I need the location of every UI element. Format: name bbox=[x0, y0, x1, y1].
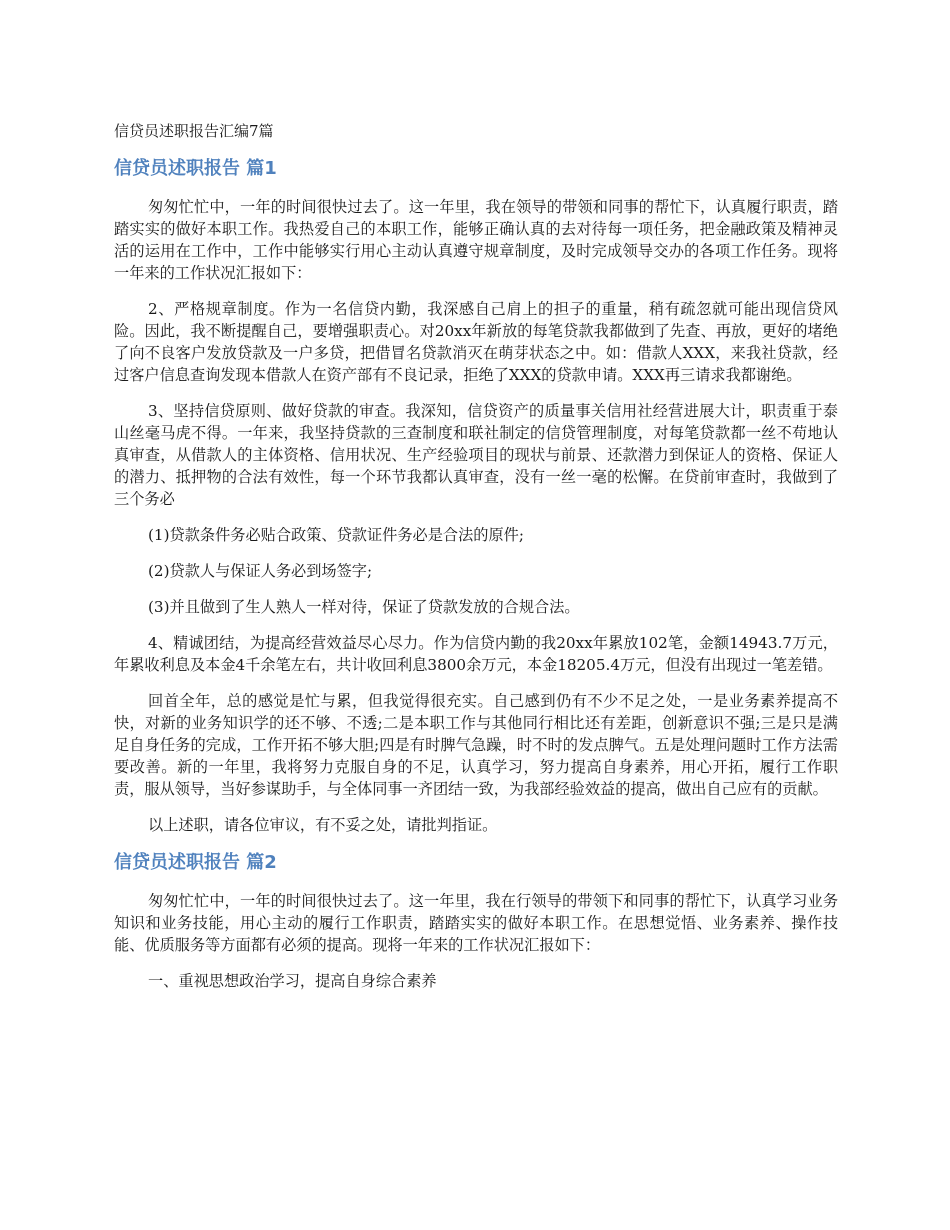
section-heading: 信贷员述职报告 篇1 bbox=[114, 158, 277, 179]
paragraph: 以上述职，请各位审议，有不妥之处，请批判指证。 bbox=[148, 816, 498, 834]
section-heading: 信贷员述职报告 篇2 bbox=[114, 852, 277, 873]
paragraph: 回首全年，总的感觉是忙与累，但我觉得很充实。自己感到仍有不少不足之处，一是业务素养提高不快，对新的业务知识学的还不够、不透;二是本职工作与其他同行相比还有差距，创新意识不强;三是只是满足自身任务的完成，工作开拓不够大胆;四是有时脾气急躁，时不时的发点脾气。五是处理问题时工作方法需要改善。新的一年里，我将努力克服自身的不足，认真学习，努力提高自身素养，用心开拓，履行工作职责，服从领导，当好参谋助手，与全体同事一齐团结一致，为我部经验效益的提高，做出自己应有的贡献。 bbox=[114, 692, 838, 798]
paragraph: 2、严格规章制度。作为一名信贷内勤，我深感自己肩上的担子的重量，稍有疏忽就可能出现信贷风险。因此，我不断提醒自己，要增强职责心。对20xx年新放的每笔贷款我都做到了先查、再放，更好的堵绝了向不良客户发放贷款及一户多贷，把借冒名贷款消灭在萌芽状态之中。如：借款人XXX，来我社贷款，经过客户信息查询发现本借款人在资产部有不良记录，拒绝了XXX的贷款申请。XXX再三请求我都谢绝。 bbox=[114, 300, 838, 384]
paragraph: 一、重视思想政治学习，提高自身综合素养 bbox=[148, 972, 437, 990]
list-item: (2)贷款人与保证人务必到场签字; bbox=[148, 562, 373, 580]
section-1 bbox=[114, 156, 838, 836]
list-item: (3)并且做到了生人熟人一样对待，保证了贷款发放的合规合法。 bbox=[148, 598, 580, 616]
section-2 bbox=[114, 850, 838, 992]
paragraph: 3、坚持信贷原则、做好贷款的审查。我深知，信贷资产的质量事关信用社经营进展大计，职责重于泰山丝毫马虎不得。一年来，我坚持贷款的三查制度和联社制定的信贷管理制度，对每笔贷款都一丝不苟地认真审查，从借款人的主体资格、信用状况、生产经验项目的现状与前景、还款潜力到保证人的资格、保证人的潜力、抵押物的合法有效性，每一个环节我都认真审查，没有一丝一毫的松懈。在贷前审查时，我做到了三个务必 bbox=[114, 402, 838, 508]
paragraph: 4、精诚团结，为提高经营效益尽心尽力。作为信贷内勤的我20xx年累放102笔，金额14943.7万元，年累收利息及本金4千余笔左右，共计收回利息3800余万元，本金18205.4万元，但没有出现过一笔差错。 bbox=[114, 634, 838, 674]
paragraph: 匆匆忙忙中，一年的时间很快过去了。这一年里，我在领导的带领和同事的帮忙下，认真履行职责，踏踏实实的做好本职工作。我热爱自己的本职工作，能够正确认真的去对待每一项任务，把金融政策及精神灵活的运用在工作中，工作中能够实行用心主动认真遵守规章制度，及时完成领导交办的各项工作任务。现将一年来的工作状况汇报如下： bbox=[114, 198, 838, 282]
paragraph: 匆匆忙忙中，一年的时间很快过去了。这一年里，我在行领导的带领下和同事的帮忙下，认真学习业务知识和业务技能，用心主动的履行工作职责，踏踏实实的做好本职工作。在思想觉悟、业务素养、操作技能、优质服务等方面都有必须的提高。现将一年来的工作状况汇报如下： bbox=[114, 892, 838, 954]
list-item: (1)贷款条件务必贴合政策、贷款证件务必是合法的原件; bbox=[148, 526, 524, 544]
document-title: 信贷员述职报告汇编7篇 bbox=[114, 122, 274, 140]
